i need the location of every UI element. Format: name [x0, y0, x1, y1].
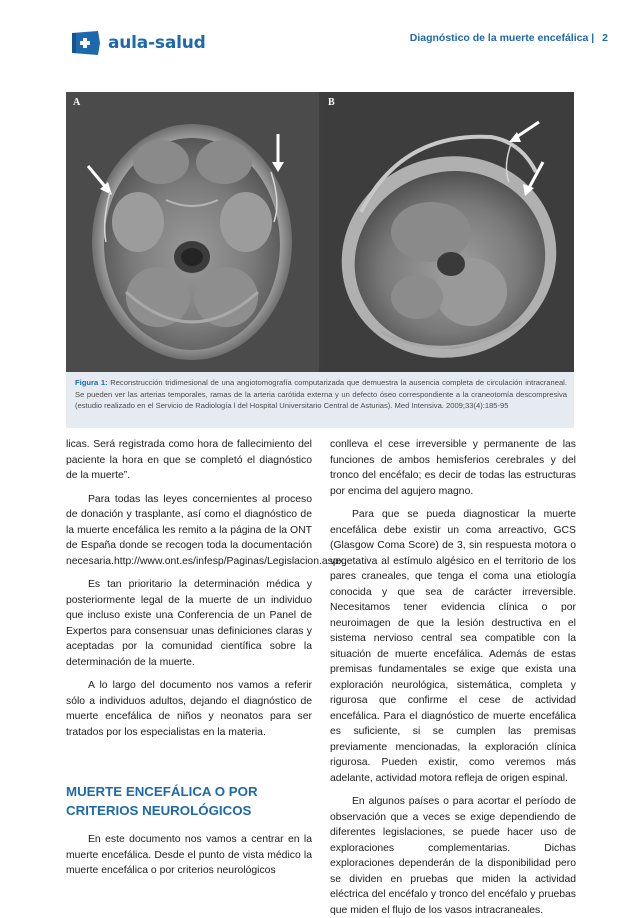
medical-cross-flag-icon — [70, 30, 102, 56]
section-title: MUERTE ENCEFÁLICA O POR CRITERIOS NEUROLÓGICOS — [66, 784, 258, 818]
paragraph: conlleva el cese irreversible y permanente de las funciones de ambos hemisferios cerebrales y del tronco del encéfalo; es decir de todas las estructuras por encima del agujero magno. — [330, 439, 576, 497]
panel-a-label: A — [73, 97, 81, 108]
left-column — [66, 437, 347, 879]
figure-caption — [75, 377, 567, 412]
panel-b-label: B — [328, 97, 335, 108]
right-column — [330, 437, 576, 918]
running-title: Diagnóstico de la muerte encefálica | — [409, 32, 595, 44]
logo-text: aula-salud — [108, 33, 206, 53]
caption-text: Reconstrucción tridimesional de una angiotomografía computarizada que demuestra la ausencia completa de circulación intracraneal. Se pueden ver las arterias temporales, ramas de la arteria carótida externa y un defecto óseo correspondiente a la craneotomía descompresiva (estudio realizado en el Servicio de Radiología l del Hospital Universitario Central de Asturias). Med Intensiva. 2009;33(4):185-95 — [75, 378, 567, 411]
running-header — [410, 32, 608, 44]
paragraph: Para todas las leyes concernientes al proceso de donación y trasplante, así como el diagnóstico de la muerte encefálica les remito a la página de la ONT de España donde se recogen toda la documentación necesaria.http://www.ont.es/infesp/Paginas/Legislacion.aspx. — [66, 493, 347, 567]
paragraph: Es tan prioritario la determinación médica y posteriormente legal de la muerte de un individuo que incluso existe una Conferencia de un Panel de Expertos para consensuar unas definiciones claras y aceptadas por la comunidad científica sobre la determinación de la muerte. — [66, 579, 312, 668]
paragraph: licas. Será registrada como hora de fallecimiento del paciente la hora en que se completó el diagnóstico de la muerte”. — [66, 439, 312, 481]
caption-label: Figura 1: — [75, 378, 108, 387]
paragraph: A lo largo del documento nos vamos a referir sólo a individuos adultos, dejando el diagnóstico de muerte encefálica de niños y neonatos para ser tratados por los especialistas en la materia. — [66, 680, 312, 738]
paragraph: En algunos países o para acortar el período de observación que a veces se exige dependiendo de diferentes legislaciones, se puede hacer uso de exploraciones complementarias. Dichas exploraciones dependerán de la disponibilidad pero se dividen en pruebas que miden la actividad eléctrica del encéfalo y tronco del encéfalo y pruebas que miden el flujo de los vasos intracraneales. — [330, 796, 576, 916]
panel-a-image — [66, 92, 319, 372]
page-number: 2 — [602, 32, 608, 44]
ct-angiography-image — [66, 92, 574, 372]
figure-1 — [66, 92, 574, 428]
paragraph: Para que se pueda diagnosticar la muerte encefálica debe existir un coma arreactivo, GCS (Glasgow Coma Score) de 3, sin respuesta motora o vegetativa al estímulo algésico en el territorio de los pares craneales, que tenga el coma una etiología conocida y que sea de carácter irreversible. Necesitamos tener evidencia clínica o por neuroimagen de que la lesión destructiva en el sistema nervioso central sea compatible con la situación de muerte encefálica. Además de estas premisas fundamentales se exige que exista una exploración neurológica, sistemática, completa y rigurosa que confirme el cese de actividad encefálica. Para el diagnóstico de muerte encefálica es suficiente, si se cumplen las premisas previamente mencionadas, la exploración clínica rigurosa. Pueden existir, como veremos más adelante, actividad motora refleja de origen espinal. — [330, 509, 576, 784]
panel-b-image — [321, 92, 574, 372]
paragraph: En este documento nos vamos a centrar en la muerte encefálica. Desde el punto de vista médico la muerte encefálica o por criterios neurológicos — [66, 834, 312, 876]
aula-salud-logo — [70, 30, 206, 56]
